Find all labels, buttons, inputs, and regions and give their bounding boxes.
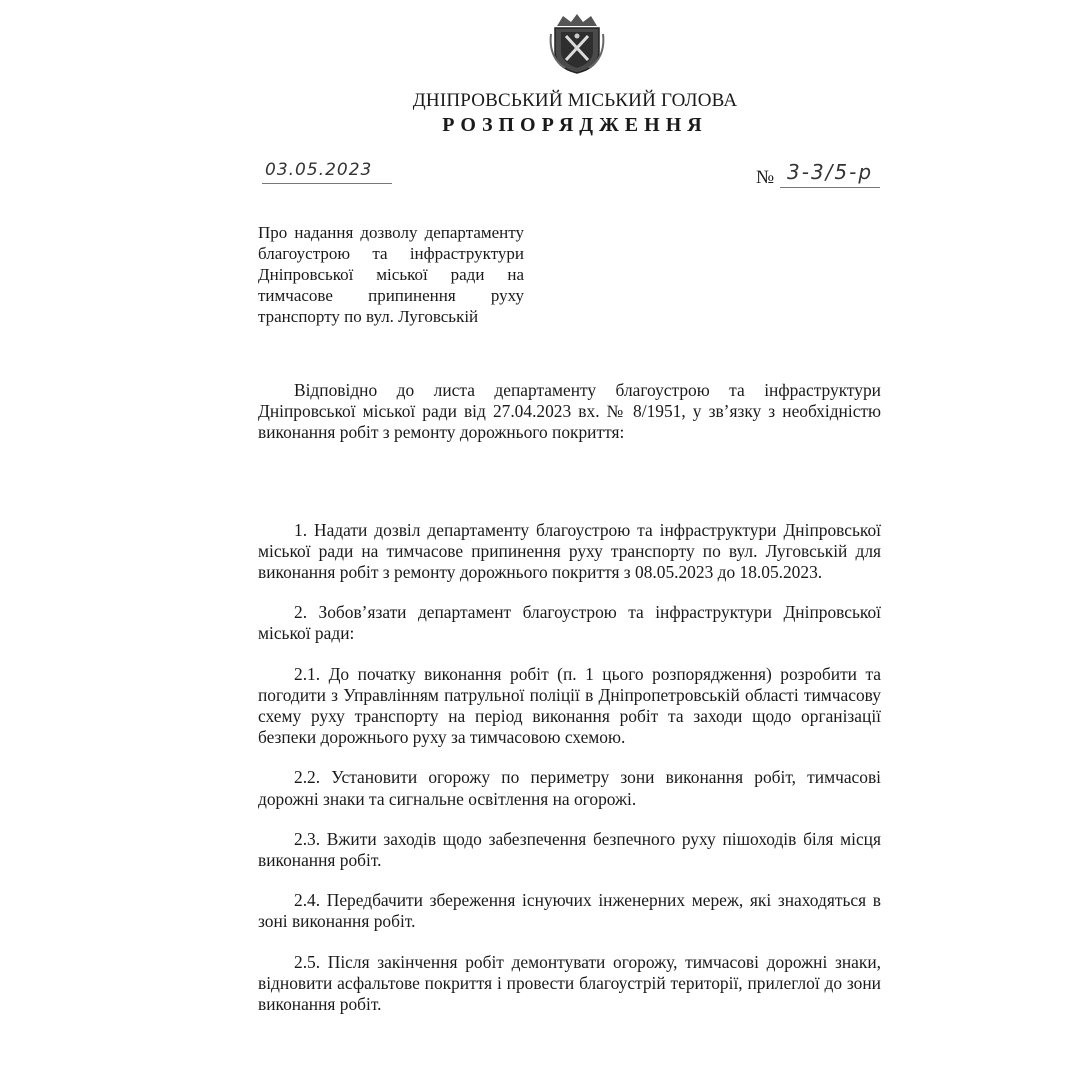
document-type: РОЗПОРЯДЖЕННЯ bbox=[442, 114, 708, 136]
item-2: 2. Зобов’язати департамент благоустрою та інфраструктури Дніпровської міської ради: bbox=[258, 602, 881, 644]
handwritten-date: 03.05.2023 bbox=[265, 160, 373, 180]
number-label: № bbox=[756, 167, 775, 188]
document-body bbox=[258, 380, 881, 1034]
handwritten-number: 3-3/5-р bbox=[787, 160, 874, 184]
item-2-1: 2.1. До початку виконання робіт (п. 1 цього розпорядження) розробити та погодити з Управлінням патрульної поліції в Дніпропетровській області тимчасову схему руху транспорту на період виконання робіт та заходи щодо організації безпеки дорожнього руху за тимчасовою схемою. bbox=[258, 663, 881, 748]
number-underline bbox=[780, 187, 880, 188]
issuing-authority: ДНІПРОВСЬКИЙ МІСЬКИЙ ГОЛОВА bbox=[412, 90, 738, 111]
item-2-3: 2.3. Вжити заходів щодо забезпечення безпечного руху пішоходів біля місця виконання робіт. bbox=[258, 828, 881, 871]
dnipro-coat-of-arms-icon bbox=[549, 12, 605, 74]
date-underline bbox=[262, 183, 392, 184]
item-2-2: 2.2. Установити огорожу по периметру зони виконання робіт, тимчасові дорожні знаки та сигнальне освітлення на огорожі. bbox=[258, 767, 881, 809]
preamble-paragraph: Відповідно до листа департаменту благоустрою та інфраструктури Дніпровської міської ради від 27.04.2023 вх. № 8/1951, у зв’язку з необхідністю виконання робіт з ремонту дорожнього покриття: bbox=[258, 380, 881, 443]
item-2-5: 2.5. Після закінчення робіт демонтувати огорожу, тимчасові дорожні знаки, відновити асфальтове покриття і провести благоустрій території, прилеглої до зони виконання робіт. bbox=[258, 951, 881, 1015]
item-2-4: 2.4. Передбачити збереження існуючих інженерних мереж, які знаходяться в зоні виконання робіт. bbox=[258, 890, 881, 932]
item-1: 1. Надати дозвіл департаменту благоустрою та інфраструктури Дніпровської міської ради на тимчасове припинення руху транспорту по вул. Луговській для виконання робіт з ремонту дорожнього покриття з 08.05.2023 до 18.05.2023. bbox=[258, 519, 881, 583]
document-subject: Про надання дозволу департаменту благоустрою та інфраструктури Дніпровської міської ради на тимчасове припинення руху транспорту по вул. Луговській bbox=[258, 223, 524, 326]
